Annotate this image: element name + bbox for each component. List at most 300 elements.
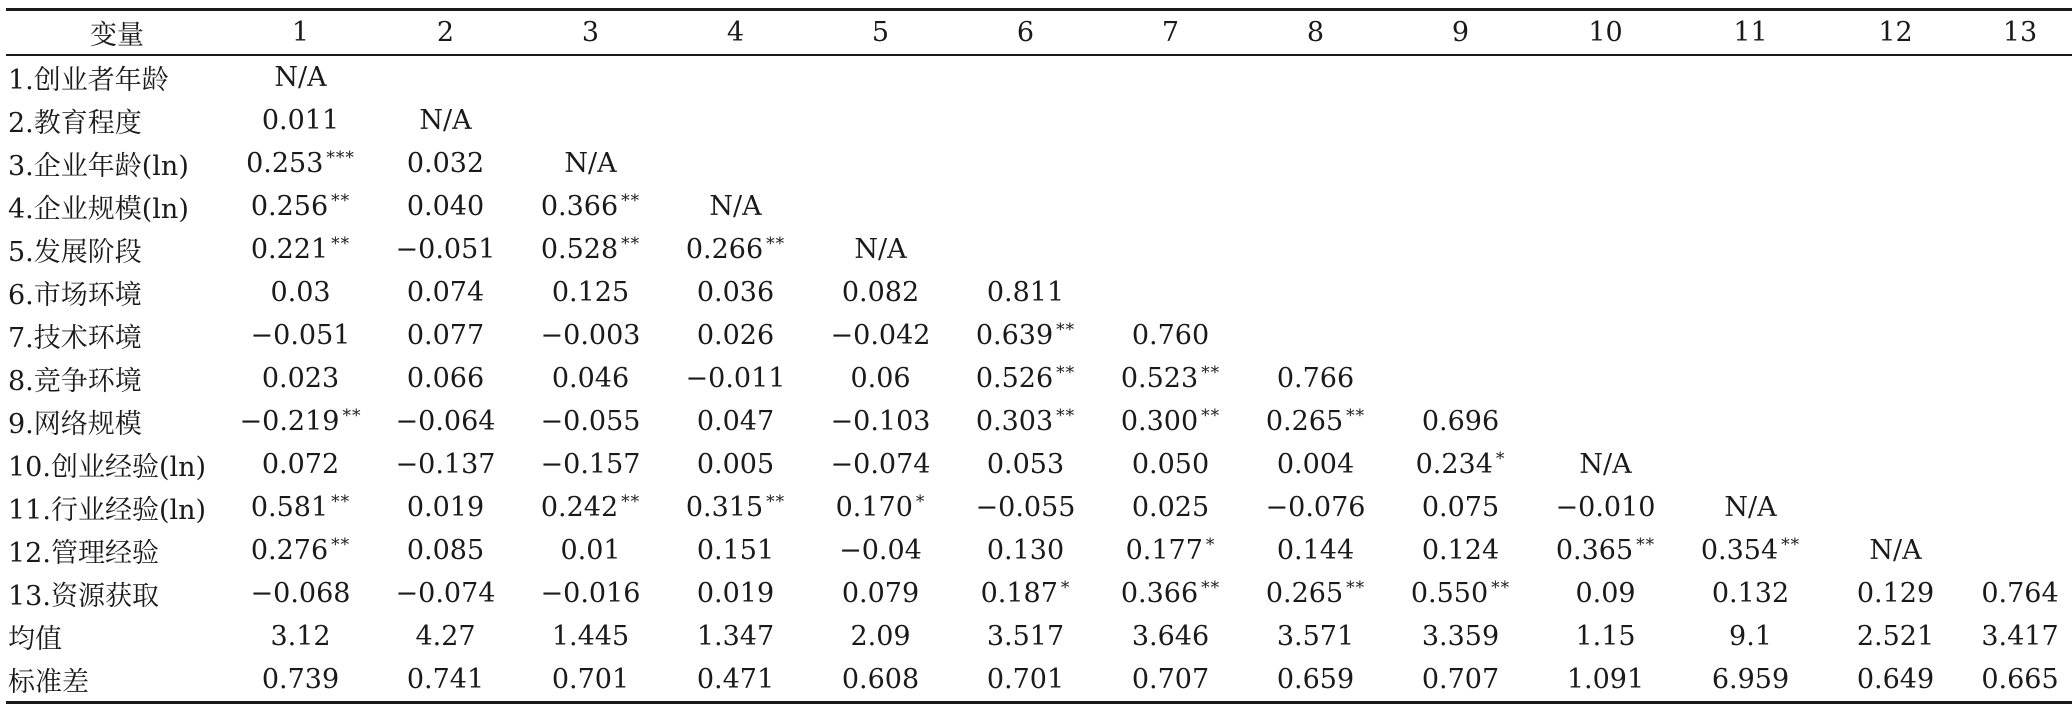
table-cell (953, 658, 1098, 703)
table-cell (1243, 55, 1388, 99)
significance-stars: ** (621, 492, 641, 512)
significance-stars: * (1205, 535, 1216, 555)
table-cell (808, 357, 953, 400)
table-cell (1388, 185, 1533, 228)
cell-value: 0.550 (1410, 578, 1489, 609)
cell-value: 0.187 (980, 578, 1058, 609)
cell-value: 0.707 (1131, 664, 1210, 695)
cell-value: 0.764 (1981, 578, 2059, 609)
cell-value: −0.068 (250, 578, 351, 609)
table-cell (1388, 271, 1533, 314)
table-cell (228, 142, 373, 185)
table-cell (373, 142, 518, 185)
table-cell (1678, 185, 1823, 228)
table-cell (1533, 271, 1678, 314)
table-cell (228, 228, 373, 271)
column-header-7: 7 (1161, 17, 1180, 48)
table-cell (373, 99, 518, 142)
cell-value: 9.1 (1729, 621, 1772, 652)
table-cell (518, 615, 663, 658)
row-variable-name: 4.企业规模(ln) (8, 194, 189, 225)
table-cell (1098, 99, 1243, 142)
table-cell (953, 443, 1098, 486)
cell-value: 0.315 (685, 492, 764, 523)
cell-value: 3.359 (1421, 621, 1500, 652)
cell-value: 0.665 (1981, 664, 2059, 695)
table-cell (518, 443, 663, 486)
table-cell (1388, 572, 1533, 615)
table-cell (228, 314, 373, 357)
cell-value: −0.055 (540, 406, 641, 437)
table-cell (1678, 314, 1823, 357)
cell-value: 0.701 (986, 664, 1065, 695)
cell-value: 0.074 (406, 277, 485, 308)
row-variable-name: 1.创业者年龄 (8, 65, 169, 96)
table-cell (1388, 228, 1533, 271)
table-cell (1823, 658, 1968, 703)
cell-value: −0.064 (395, 406, 496, 437)
cell-value: 0.019 (696, 578, 775, 609)
table-cell (1823, 529, 1968, 572)
table-cell (953, 271, 1098, 314)
significance-stars: ** (1491, 578, 1511, 598)
cell-value: 0.649 (1856, 664, 1935, 695)
table-cell (1098, 572, 1243, 615)
cell-value: 0.177 (1125, 535, 1203, 566)
cell-value: 0.019 (406, 492, 485, 523)
cell-value: 0.046 (551, 363, 630, 394)
significance-stars: ** (1636, 535, 1656, 555)
table-cell (1098, 658, 1243, 703)
table-cell (1968, 572, 2072, 615)
column-header-3: 3 (581, 17, 600, 48)
table-cell (1533, 55, 1678, 99)
table-cell (228, 55, 373, 99)
table-cell (1388, 400, 1533, 443)
table-cell (373, 271, 518, 314)
table-cell (373, 185, 518, 228)
table-cell (228, 572, 373, 615)
table-header-row (6, 10, 2072, 56)
table-cell (1533, 228, 1678, 271)
table-cell (663, 615, 808, 658)
table-cell (228, 271, 373, 314)
cell-value: −0.103 (830, 406, 931, 437)
row-variable-name: 11.行业经验(ln) (8, 495, 207, 526)
table-cell (1968, 314, 2072, 357)
table-cell (1678, 228, 1823, 271)
cell-value: 0.132 (1711, 578, 1790, 609)
table-cell (808, 99, 953, 142)
significance-stars: ** (1056, 363, 1076, 383)
cell-value: −0.219 (239, 406, 340, 437)
table-cell (1678, 443, 1823, 486)
table-cell (228, 185, 373, 228)
cell-value: 0.300 (1120, 406, 1199, 437)
table-cell (1098, 443, 1243, 486)
table-cell (1388, 314, 1533, 357)
table-cell (808, 314, 953, 357)
cell-value: 0.581 (250, 492, 329, 523)
table-row (6, 486, 2072, 529)
table-cell (1388, 615, 1533, 658)
significance-stars: ** (331, 535, 351, 555)
table-cell (373, 55, 518, 99)
cell-value: 0.077 (406, 320, 485, 351)
cell-value: −0.076 (1265, 492, 1366, 523)
cell-value: 0.523 (1120, 363, 1199, 394)
cell-value: 0.366 (1120, 578, 1199, 609)
table-cell (953, 142, 1098, 185)
table-row (6, 314, 2072, 357)
table-cell (1823, 142, 1968, 185)
significance-stars: ** (331, 191, 351, 211)
table-cell (663, 314, 808, 357)
table-cell (808, 615, 953, 658)
cell-value: 0.050 (1131, 449, 1210, 480)
table-row (6, 443, 2072, 486)
table-cell (808, 55, 953, 99)
table-cell (518, 314, 663, 357)
cell-value: 0.639 (975, 320, 1054, 351)
significance-stars: * (915, 492, 926, 512)
row-variable-name: 标准差 (8, 667, 89, 698)
table-cell (1823, 185, 1968, 228)
cell-value: N/A (419, 105, 472, 136)
cell-value: 0.079 (841, 578, 920, 609)
cell-value: N/A (564, 148, 617, 179)
row-variable-name: 2.教育程度 (8, 108, 142, 139)
table-cell (1678, 658, 1823, 703)
cell-value: 0.004 (1276, 449, 1355, 480)
cell-value: 0.151 (696, 535, 775, 566)
table-cell (1243, 357, 1388, 400)
cell-value: 0.760 (1131, 320, 1210, 351)
table-cell (1678, 142, 1823, 185)
table-cell (1388, 486, 1533, 529)
cell-value: −0.074 (395, 578, 496, 609)
table-cell (1243, 314, 1388, 357)
table-cell (663, 443, 808, 486)
column-header-5: 5 (871, 17, 890, 48)
cell-value: −0.016 (540, 578, 641, 609)
table-cell (228, 529, 373, 572)
cell-value: 0.125 (551, 277, 630, 308)
cell-value: −0.003 (540, 320, 641, 351)
table-cell (1823, 615, 1968, 658)
table-cell (1098, 357, 1243, 400)
table-cell (518, 658, 663, 703)
table-cell (518, 486, 663, 529)
table-cell (953, 529, 1098, 572)
table-cell (373, 228, 518, 271)
table-cell (1098, 615, 1243, 658)
cell-value: 3.646 (1131, 621, 1210, 652)
table-cell (663, 486, 808, 529)
table-cell (1968, 615, 2072, 658)
cell-value: 0.526 (975, 363, 1054, 394)
table-cell (1968, 486, 2072, 529)
table-cell (1243, 486, 1388, 529)
cell-value: 1.091 (1566, 664, 1645, 695)
cell-value: 0.741 (406, 664, 485, 695)
significance-stars: ** (1346, 578, 1366, 598)
table-cell (808, 228, 953, 271)
cell-value: 0.075 (1421, 492, 1500, 523)
cell-value: −0.137 (395, 449, 496, 480)
row-variable-name: 5.发展阶段 (8, 237, 142, 268)
table-cell (663, 658, 808, 703)
table-row (6, 142, 2072, 185)
table-cell (1243, 615, 1388, 658)
table-cell (953, 185, 1098, 228)
significance-stars: * (1495, 449, 1506, 469)
table-row (6, 400, 2072, 443)
table-cell (228, 443, 373, 486)
table-cell (1823, 271, 1968, 314)
table-cell (1533, 357, 1678, 400)
table-cell (518, 142, 663, 185)
table-cell (1968, 271, 2072, 314)
table-cell (1243, 658, 1388, 703)
table-cell (663, 357, 808, 400)
cell-value: 0.023 (261, 363, 340, 394)
table-cell (228, 357, 373, 400)
row-variable-name: 9.网络规模 (8, 409, 142, 440)
table-cell (373, 357, 518, 400)
table-cell (1243, 400, 1388, 443)
cell-value: N/A (854, 234, 907, 265)
table-cell (518, 357, 663, 400)
significance-stars: ** (1201, 406, 1221, 426)
cell-value: N/A (1724, 492, 1777, 523)
table-cell (1098, 228, 1243, 271)
cell-value: 0.129 (1856, 578, 1935, 609)
table-cell (518, 271, 663, 314)
row-variable-name: 8.竞争环境 (8, 366, 142, 397)
table-cell (1388, 357, 1533, 400)
row-variable-name: 均值 (8, 624, 62, 655)
cell-value: N/A (1869, 535, 1922, 566)
table-cell (1678, 357, 1823, 400)
column-header-8: 8 (1306, 17, 1325, 48)
cell-value: 0.266 (685, 234, 764, 265)
table-cell (663, 185, 808, 228)
table-cell (1533, 443, 1678, 486)
table-cell (1678, 529, 1823, 572)
table-cell (373, 443, 518, 486)
row-variable-name: 13.资源获取 (8, 581, 159, 612)
cell-value: 0.085 (406, 535, 485, 566)
table-cell (1533, 486, 1678, 529)
table-cell (1968, 658, 2072, 703)
table-body (6, 55, 2072, 703)
table-row (6, 658, 2072, 703)
cell-value: 2.09 (850, 621, 911, 652)
cell-value: −0.011 (685, 363, 786, 394)
table-cell (1968, 400, 2072, 443)
cell-value: 1.347 (696, 621, 775, 652)
table-cell (1388, 142, 1533, 185)
table-cell (953, 486, 1098, 529)
table-cell (373, 572, 518, 615)
table-cell (808, 400, 953, 443)
table-cell (1533, 572, 1678, 615)
table-cell (1388, 529, 1533, 572)
table-cell (228, 615, 373, 658)
table-cell (373, 314, 518, 357)
table-cell (1968, 228, 2072, 271)
cell-value: 0.253 (246, 148, 324, 179)
cell-value: 0.026 (696, 320, 775, 351)
table-cell (1243, 443, 1388, 486)
cell-value: 0.242 (540, 492, 619, 523)
cell-value: 0.528 (540, 234, 619, 265)
cell-value: 0.025 (1131, 492, 1210, 523)
cell-value: −0.074 (830, 449, 931, 480)
significance-stars: * (1060, 578, 1071, 598)
cell-value: 0.040 (406, 191, 485, 222)
table-cell (1823, 314, 1968, 357)
table-cell (1533, 185, 1678, 228)
table-cell (1098, 142, 1243, 185)
row-variable-name: 7.技术环境 (8, 323, 142, 354)
significance-stars: ** (621, 234, 641, 254)
table-cell (953, 572, 1098, 615)
table-cell (1533, 615, 1678, 658)
cell-value: 0.696 (1421, 406, 1500, 437)
significance-stars: ** (342, 406, 362, 426)
cell-value: 0.659 (1276, 664, 1355, 695)
table-row (6, 357, 2072, 400)
table-cell (953, 615, 1098, 658)
table-cell (1968, 142, 2072, 185)
table-cell (1533, 314, 1678, 357)
cell-value: −0.157 (540, 449, 641, 480)
table-cell (953, 400, 1098, 443)
cell-value: 0.276 (250, 535, 329, 566)
cell-value: 0.707 (1421, 664, 1500, 695)
table-cell (953, 228, 1098, 271)
cell-value: −0.051 (395, 234, 496, 265)
cell-value: 0.036 (696, 277, 775, 308)
column-header-11: 11 (1733, 17, 1768, 48)
cell-value: 3.517 (986, 621, 1065, 652)
table-cell (1968, 443, 2072, 486)
table-cell (663, 228, 808, 271)
table-cell (663, 572, 808, 615)
cell-value: 0.082 (841, 277, 920, 308)
table-cell (1098, 314, 1243, 357)
cell-value: 0.234 (1415, 449, 1493, 480)
cell-value: 0.811 (986, 277, 1065, 308)
table-cell (808, 572, 953, 615)
table-cell (1533, 400, 1678, 443)
cell-value: 0.144 (1276, 535, 1355, 566)
table-cell (1098, 271, 1243, 314)
table-cell (1098, 185, 1243, 228)
cell-value: −0.04 (839, 535, 922, 566)
table-cell (1243, 572, 1388, 615)
significance-stars: ** (1201, 578, 1221, 598)
table-cell (228, 400, 373, 443)
column-header-12: 12 (1878, 17, 1913, 48)
cell-value: 6.959 (1711, 664, 1790, 695)
significance-stars: ** (331, 492, 351, 512)
cell-value: 0.471 (696, 664, 775, 695)
table-cell (808, 658, 953, 703)
table-cell (518, 99, 663, 142)
table-cell (1533, 99, 1678, 142)
table-cell (1533, 658, 1678, 703)
table-cell (1678, 55, 1823, 99)
cell-value: 0.739 (261, 664, 340, 695)
table-cell (1968, 99, 2072, 142)
cell-value: 0.303 (975, 406, 1054, 437)
table-cell (1823, 486, 1968, 529)
column-header-2: 2 (436, 17, 455, 48)
table-cell (1678, 271, 1823, 314)
cell-value: 4.27 (415, 621, 476, 652)
cell-value: 0.221 (250, 234, 329, 265)
table-cell (808, 185, 953, 228)
table-cell (663, 142, 808, 185)
table-cell (808, 486, 953, 529)
cell-value: 0.09 (1575, 578, 1636, 609)
table-cell (228, 658, 373, 703)
table-row (6, 572, 2072, 615)
table-cell (1678, 486, 1823, 529)
table-cell (808, 271, 953, 314)
table-cell (1823, 400, 1968, 443)
significance-stars: ** (1201, 363, 1221, 383)
table-cell (1388, 443, 1533, 486)
table-cell (373, 615, 518, 658)
column-header-variable: 变量 (90, 20, 144, 51)
correlation-table (6, 8, 2072, 704)
cell-value: 0.365 (1555, 535, 1634, 566)
table-cell (1823, 228, 1968, 271)
column-header-6: 6 (1016, 17, 1035, 48)
table-cell (1678, 99, 1823, 142)
table-row (6, 99, 2072, 142)
table-cell (518, 185, 663, 228)
table-cell (953, 99, 1098, 142)
table-cell (1098, 55, 1243, 99)
cell-value: 0.011 (261, 105, 340, 136)
table-cell (663, 400, 808, 443)
table-cell (518, 529, 663, 572)
cell-value: 0.124 (1421, 535, 1500, 566)
row-variable-name: 6.市场环境 (8, 280, 142, 311)
table-cell (1533, 529, 1678, 572)
cell-value: −0.055 (975, 492, 1076, 523)
cell-value: 0.06 (850, 363, 911, 394)
cell-value: 0.265 (1265, 578, 1344, 609)
cell-value: −0.010 (1555, 492, 1656, 523)
table-cell (518, 400, 663, 443)
table-cell (953, 55, 1098, 99)
column-header-4: 4 (726, 17, 745, 48)
table-cell (1823, 357, 1968, 400)
table-cell (1098, 400, 1243, 443)
table-cell (663, 529, 808, 572)
cell-value: 0.03 (270, 277, 331, 308)
cell-value: 3.571 (1276, 621, 1355, 652)
table-cell (228, 486, 373, 529)
table-cell (663, 99, 808, 142)
cell-value: 0.766 (1276, 363, 1355, 394)
